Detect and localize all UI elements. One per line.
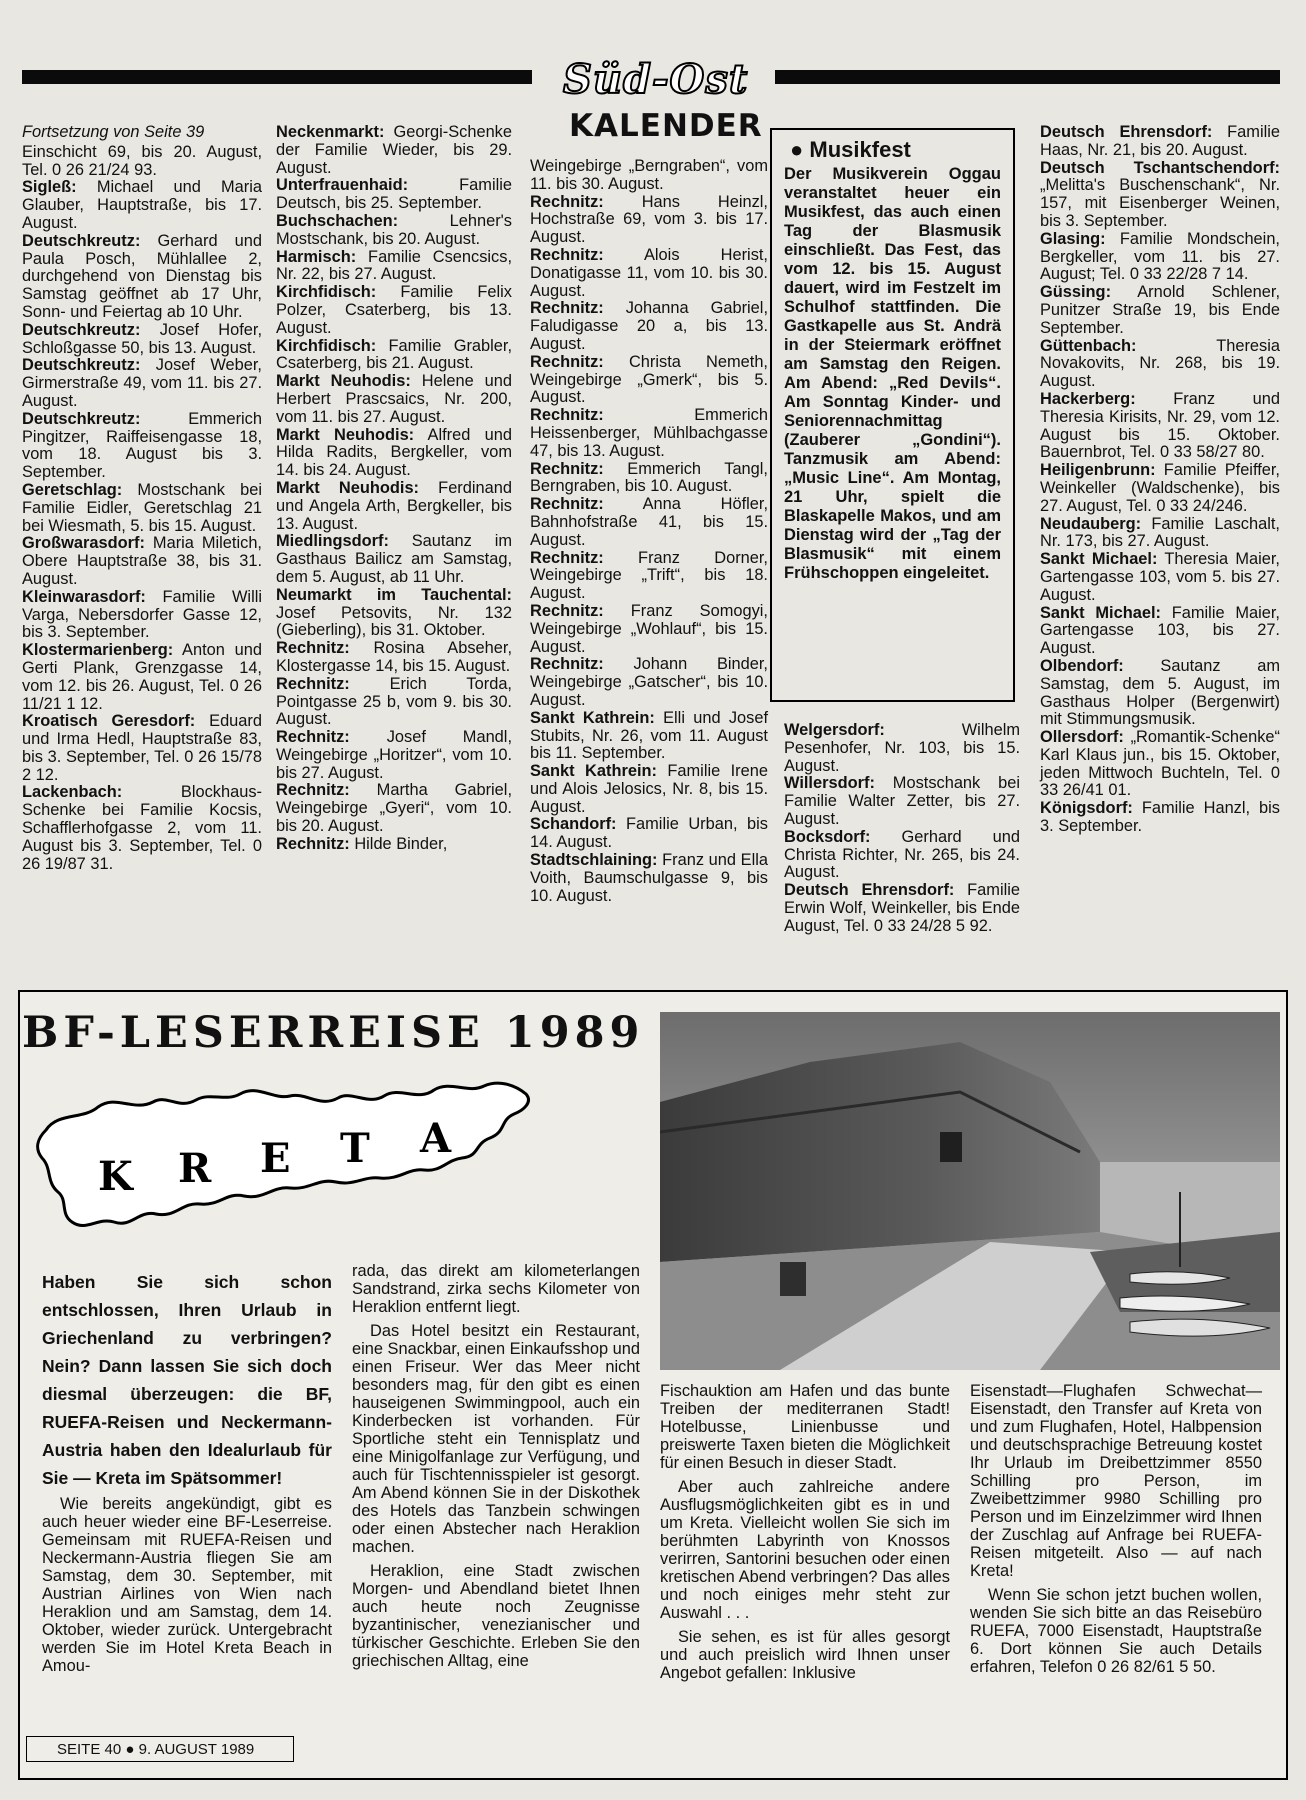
calendar-entry	[22, 179, 262, 232]
entry-text: Familie Haas, Nr. 21, bis 20. August.	[1040, 123, 1280, 159]
calendar-entry	[276, 213, 512, 249]
entry-place: Willersdorf:	[784, 774, 875, 793]
entry-text: „Melitta's Buschenschank“, Nr. 157, mit Eisenberger Weinen, bis 3. September.	[1040, 176, 1280, 230]
entry-place: Rechnitz:	[276, 834, 350, 853]
entry-place: Buchschachen:	[276, 211, 399, 230]
entry-text: Martha Gabriel, Weingebirge „Gyeri“, vom 10. bis 20. August.	[276, 781, 512, 836]
entry-text: Alfred und Hilda Radits, Bergkeller, vom 14. bis 24. August.	[276, 425, 513, 480]
entry-place: Güttenbach:	[1040, 336, 1137, 355]
calendar-entry	[530, 354, 768, 407]
entry-text: Ferdinand und Angela Arth, Bergkeller, bis 13. August.	[276, 478, 512, 533]
article-paragraph: Wie bereits angekündigt, gibt es auch heuer wieder eine BF-Leserreise. Gemeinsam mit RUEFA-Reisen und Neckermann-Austria fliegen Sie am Samstag, dem 30. September, mit Austrian Airlines von Wien nach Heraklion und am Samstag, dem 14. Oktober, wieder zurück. Untergebracht werden Sie im Hotel Kreta Beach in Amou-	[42, 1495, 332, 1675]
top-rule-right	[775, 70, 1280, 84]
article-paragraph: Eisenstadt—Flughafen Schwechat—Eisenstadt, den Transfer auf Kreta von und zum Flughafen, Hotel, Halbpension und deutschsprachige Betreuung kostet Ihr Urlaub im Dreibettzimmer 8550 Schilling pro Person, im Zweibettzimmer 9980 Schilling pro Person und im Einzelzimmer wird Ihnen der Zuschlag auf Anfrage bei RUEFA-Reisen mitgeteilt. Also — auf nach Kreta!	[970, 1382, 1262, 1580]
entry-text: Einschicht 69, bis 20. August, Tel. 0 26 21/24 93.	[22, 142, 262, 179]
calendar-entry	[276, 284, 512, 337]
entry-place: Deutschkreutz:	[22, 320, 141, 339]
entry-place: Deutschkreutz:	[22, 356, 141, 375]
entry-text: Franz Somogyi, Weingebirge „Wohlauf“, bis 15. August.	[530, 601, 768, 656]
entry-text: Franz Dorner, Weingebirge „Trift“, bis 18. August.	[530, 548, 768, 603]
calendar-column-2	[276, 124, 512, 854]
calendar-entry	[530, 496, 768, 549]
calendar-entry	[530, 603, 768, 656]
entry-text: Helene und Herbert Prascsaics, Nr. 200, vom 11. bis 27. August.	[276, 372, 512, 426]
calendar-entry	[22, 482, 262, 535]
calendar-entry	[22, 784, 262, 873]
entry-place: Rechnitz:	[530, 601, 604, 620]
article-paragraph: rada, das direkt am kilometerlangen Sandstrand, zirka sechs Kilometer von Heraklion entfernt liegt.	[352, 1262, 640, 1316]
entry-place: Miedlingsdorf:	[276, 532, 389, 551]
entry-text: Rosina Abseher, Klostergasse 14, bis 15. August.	[276, 639, 512, 675]
entry-place: Rechnitz:	[530, 299, 604, 318]
entry-place: Deutschkreutz:	[22, 231, 141, 250]
entry-text: Theresia Maier, Gartengasse 103, vom 5. bis 27. August.	[1040, 550, 1280, 604]
entry-text: Gerhard und Christa Richter, Nr. 265, bis 24. August.	[784, 827, 1020, 882]
entry-text: Sautanz am Samstag, dem 5. August, im Gasthaus Holper (Bergenwirt) mit Stimmungsmusik.	[1040, 656, 1280, 729]
calendar-column-5	[1040, 124, 1280, 836]
entry-text: Elli und Josef Stubits, Nr. 26, vom 11. August bis 11. September.	[530, 708, 768, 763]
entry-place: Deutsch Tschantschendorf:	[1040, 158, 1280, 177]
entry-place: Königsdorf:	[1040, 799, 1133, 818]
kreta-map	[28, 1072, 548, 1250]
entry-place: Deutsch Ehrensdorf:	[1040, 123, 1213, 141]
entry-text: Emmerich Heissenberger, Mühlbachgasse 47, bis 13. August.	[530, 406, 768, 460]
entry-text: Familie Irene und Alois Jelosics, Nr. 8, bis 15. August.	[530, 762, 768, 816]
entry-text: Familie Pfeiffer, Weinkeller (Waldschenke), bis 27. August, Tel. 0 33 24/246.	[1040, 461, 1280, 515]
calendar-entry	[1040, 462, 1280, 515]
entry-place: Heiligenbrunn:	[1040, 461, 1156, 480]
leserreise-column-1	[42, 1495, 332, 1675]
calendar-entry	[530, 158, 768, 194]
calendar-entry	[276, 480, 512, 533]
calendar-entry	[530, 407, 768, 460]
calendar-entry	[530, 247, 768, 300]
calendar-entry	[276, 373, 512, 426]
kreta-letter-k: K	[98, 1153, 133, 1200]
article-paragraph: Das Hotel besitzt ein Restaurant, eine Snackbar, einen Einkaufsshop und einen Friseur. Wer das Meer nicht besonders mag, für den gibt es einen hauseigenen Swimmingpool, auch ein Kinderbecken ist vorhanden. Für Sportliche steht ein Tennisplatz und eine Minigolfanlage zur Verfügung, und auch für Tischtennisspieler ist gesorgt. Am Abend können Sie in der Diskothek des Hotels das Tanzbein schwingen oder einen Abstecher nach Heraklion machen.	[352, 1322, 640, 1556]
entry-text: Familie Mondschein, Bergkeller, vom 11. bis 27. August; Tel. 0 33 22/28 7 14.	[1040, 229, 1280, 284]
entry-text: Blockhaus-Schenke bei Familie Kocsis, Schafflerhofgasse 2, vom 11. August bis 3. September, Tel. 0 26 19/87 31.	[22, 783, 262, 873]
calendar-entry	[1040, 605, 1280, 658]
entry-text: Arnold Schlener, Punitzer Straße 19, bis Ende September.	[1040, 283, 1280, 337]
entry-place: Sigleß:	[22, 178, 77, 197]
calendar-entry	[22, 713, 262, 784]
entry-place: Neudauberg:	[1040, 514, 1142, 533]
calendar-entry	[530, 300, 768, 353]
heraklion-harbour-photo	[660, 1012, 1280, 1370]
musikfest-title: ● Musikfest	[790, 137, 911, 162]
calendar-entry	[1040, 160, 1280, 231]
calendar-entry	[1040, 729, 1280, 800]
entry-text: Franz und Theresia Kirisits, Nr. 29, vom 12. August bis 15. Oktober. Bauernbrot, Tel. 0 33 58/27 80.	[1040, 389, 1280, 462]
entry-text: Wilhelm Pesenhofer, Nr. 103, bis 15. August.	[784, 721, 1020, 775]
kreta-letter-a: A	[420, 1115, 452, 1162]
calendar-entry	[276, 533, 512, 586]
entry-place: Sankt Kathrein:	[530, 762, 657, 781]
leserreise-lead: Haben Sie sich schon entschlossen, Ihren Urlaub in Griechenland zu verbringen? Nein? Dann lassen Sie sich doch diesmal überzeugen: die BF, RUEFA-Reisen und Neckermann-Austria haben den Idealurlaub für Sie — Kreta im Spätsommer!	[42, 1272, 332, 1488]
calendar-entry	[276, 640, 512, 676]
entry-place: Geretschlag:	[22, 480, 123, 499]
entry-text: Gerhard und Paula Posch, Mühlallee 2, durchgehend von Dienstag bis Samstag geöffnet ab 17 Uhr, Sonn- und Feiertag ab 10 Uhr.	[22, 231, 262, 321]
calendar-entry	[276, 587, 512, 640]
leserreise-column-2	[352, 1262, 640, 1670]
section-masthead	[545, 56, 780, 155]
calendar-entry	[276, 676, 512, 729]
entry-text: Familie Hanzl, bis 3. September.	[1040, 799, 1280, 836]
entry-place: Güssing:	[1040, 283, 1112, 302]
calendar-entry	[530, 816, 768, 852]
calendar-entry	[530, 461, 768, 497]
leserreise-headline: BF-LESERREISE 1989	[22, 1008, 645, 1058]
entry-text: Sautanz im Gasthaus Bailicz am Samstag, dem 5. August, ab 11 Uhr.	[276, 532, 512, 586]
calendar-entry	[784, 882, 1020, 935]
issue-date: 9. AUGUST 1989	[138, 1741, 255, 1758]
entry-place: Olbendorf:	[1040, 656, 1124, 675]
entry-text: Theresia Novakovits, Nr. 268, bis 19. August.	[1040, 336, 1280, 391]
entry-place: Markt Neuhodis:	[276, 478, 420, 497]
leserreise-column-4	[970, 1382, 1262, 1676]
entry-place: Welgersdorf:	[784, 721, 885, 739]
calendar-entry	[1040, 391, 1280, 462]
entry-place: Sankt Kathrein:	[530, 708, 655, 727]
calendar-entry	[22, 233, 262, 322]
entry-place: Bocksdorf:	[784, 827, 871, 846]
entry-place: Rechnitz:	[276, 728, 350, 747]
entry-text: Familie Grabler, Csaterberg, bis 21. August.	[276, 336, 512, 373]
entry-place: Glasing:	[1040, 229, 1106, 248]
entry-text: Anna Höfler, Bahnhofstraße 41, bis 15. August.	[530, 495, 768, 549]
entry-place: Rechnitz:	[530, 495, 604, 514]
calendar-entry	[276, 782, 512, 835]
calendar-entry	[276, 729, 512, 782]
entry-text: Josef Weber, Girmerstraße 49, vom 11. bis 27. August.	[22, 356, 262, 410]
calendar-entry	[276, 338, 512, 374]
calendar-entry	[784, 829, 1020, 882]
calendar-entry	[276, 427, 512, 480]
musikfest-body: Der Musikverein Oggau veranstaltet heuer ein Musikfest, das auch einen Tag der Blasmusik einschließt. Das Fest, das vom 12. bis 15. August dauert, wird im Festzelt im Schulhof stattfinden. Die Gastkapelle aus St. Andrä in der Steiermark eröffnet am Samstag den Reigen. Am Abend: „Red Devils“. Am Sonntag Kinder- und Seniorennachmittag (Zauberer „Gondini“). Tanzmusik am Abend: „Music Line“. Am Montag, 21 Uhr, spielt die Blaskapelle Makos, und am Dienstag wird der „Tag der Blasmusik“ mit einem Frühschoppen eingeleitet.	[784, 165, 1001, 582]
entry-place: Kirchfidisch:	[276, 283, 377, 302]
entry-text: Eduard und Irma Hedl, Hauptstraße 83, bis 3. September, Tel. 0 26 15/78 2 12.	[22, 712, 262, 784]
entry-text: Johann Binder, Weingebirge „Gatscher“, bis 10. August.	[530, 655, 768, 709]
calendar-column-1	[22, 124, 262, 873]
entry-text: Alois Herist, Donatigasse 11, vom 10. bis 30. August.	[530, 245, 768, 300]
entry-text: Erich Torda, Pointgasse 25 b, vom 9. bis 30. August.	[276, 674, 512, 729]
calendar-entry	[276, 836, 512, 854]
entry-text: Familie Felix Polzer, Csaterberg, bis 13. August.	[276, 283, 512, 337]
entry-place: Harmisch:	[276, 247, 357, 266]
entry-place: Rechnitz:	[530, 655, 604, 674]
kreta-letter-e: E	[260, 1135, 291, 1182]
entry-text: Familie Maier, Gartengasse 103, bis 27. August.	[1040, 603, 1280, 658]
continuation-note: Fortsetzung von Seite 39	[22, 123, 205, 141]
calendar-entry	[1040, 658, 1280, 729]
calendar-entry	[22, 535, 262, 588]
entry-text: Hans Heinzl, Hochstraße 69, vom 3. bis 17. August.	[530, 192, 768, 247]
entry-text: Josef Mandl, Weingebirge „Horitzer“, vom 10. bis 27. August.	[276, 728, 512, 782]
entry-place: Deutschkreutz:	[22, 409, 141, 428]
entry-place: Ollersdorf:	[1040, 728, 1124, 747]
entry-place: Kleinwarasdorf:	[22, 587, 146, 606]
calendar-column-4	[784, 722, 1020, 936]
entry-text: Mostschank bei Familie Walter Zetter, bis 27. August.	[784, 774, 1020, 828]
calendar-entry	[22, 322, 262, 358]
entry-place: Rechnitz:	[530, 192, 604, 211]
entry-text: „Romantik-Schenke“ Karl Klaus jun., bis 15. Oktober, jeden Mittwoch Buchteln, Tel. 0 33 26/41 01.	[1040, 728, 1280, 800]
calendar-entry	[530, 550, 768, 603]
entry-place: Kroatisch Geresdorf:	[22, 712, 196, 731]
masthead-sud-ost: Süd-Ost	[563, 56, 749, 103]
page-footer	[26, 1736, 294, 1762]
calendar-entry	[22, 411, 262, 482]
calendar-entry	[1040, 338, 1280, 391]
entry-place: Deutsch Ehrensdorf:	[784, 881, 955, 900]
article-paragraph: Fischauktion am Hafen und das bunte Treiben der mediterranen Stadt! Hotelbusse, Linienbusse und preiswerte Taxen bieten die Möglichkeit für einen Besuch in dieser Stadt.	[660, 1382, 950, 1472]
entry-text: Familie Willi Varga, Nebersdorfer Gasse 12, bis 3. September.	[22, 587, 262, 642]
calendar-entry	[530, 710, 768, 763]
musikfest-box	[770, 128, 1015, 702]
entry-place: Rechnitz:	[276, 781, 350, 800]
calendar-entry	[22, 642, 262, 713]
entry-text: Familie Deutsch, bis 25. September.	[276, 176, 512, 213]
calendar-entry	[22, 357, 262, 410]
calendar-entry	[1040, 284, 1280, 337]
calendar-entry	[1040, 231, 1280, 284]
calendar-entry	[530, 852, 768, 905]
entry-text: Josef Hofer, Schloßgasse 50, bis 13. August.	[22, 320, 262, 357]
entry-place: Rechnitz:	[530, 352, 604, 371]
entry-text: Mostschank bei Familie Eidler, Geretschlag 21 bei Wiesmath, 5. bis 15. August.	[22, 480, 262, 535]
entry-place: Rechnitz:	[530, 406, 604, 425]
entry-text: Familie Erwin Wolf, Weinkeller, bis Ende August, Tel. 0 33 24/28 5 92.	[784, 881, 1020, 935]
calendar-entry	[1040, 800, 1280, 836]
calendar-entry	[530, 763, 768, 816]
entry-text: Franz und Ella Voith, Baumschulgasse 9, bis 10. August.	[530, 851, 768, 905]
article-paragraph: Wenn Sie schon jetzt buchen wollen, wenden Sie sich bitte an das Reisebüro RUEFA, 7000 Eisenstadt, Hauptstraße 6. Dort können Sie auch Details erfahren, Telefon 0 26 82/61 5 50.	[970, 1586, 1262, 1676]
calendar-entry	[784, 722, 1020, 775]
article-paragraph: Heraklion, eine Stadt zwischen Morgen- und Abendland bietet Ihnen auch heute noch Zeugnisse byzantinischer, venezianischer und türkischer Geschichte. Erleben Sie den griechischen Alltag, eine	[352, 1562, 640, 1670]
entry-text: Maria Miletich, Obere Hauptstraße 38, bis 31. August.	[22, 534, 262, 588]
entry-place: Rechnitz:	[276, 639, 350, 658]
entry-text: Christa Nemeth, Weingebirge „Gmerk“, bis 5. August.	[530, 352, 768, 407]
entry-place: Unterfrauenhaid:	[276, 176, 409, 195]
calendar-entry	[784, 775, 1020, 828]
entry-text: Familie Urban, bis 14. August.	[530, 815, 768, 852]
footer-bullet: ●	[125, 1741, 139, 1758]
entry-text: Hilde Binder,	[349, 834, 448, 853]
calendar-entry	[1040, 516, 1280, 552]
entry-text: Michael und Maria Glauber, Hauptstraße, bis 17. August.	[22, 178, 262, 232]
page-number: SEITE 40	[57, 1741, 122, 1758]
entry-place: Neckenmarkt:	[276, 123, 385, 141]
entry-place: Sankt Michael:	[1040, 550, 1158, 569]
leserreise-column-3	[660, 1382, 950, 1682]
entry-place: Rechnitz:	[276, 674, 350, 693]
entry-place: Stadtschlaining:	[530, 851, 658, 870]
top-rule-left	[22, 70, 532, 84]
entry-place: Sankt Michael:	[1040, 603, 1161, 622]
calendar-column-3	[530, 158, 768, 905]
entry-text: Weingebirge „Berngraben“, vom 11. bis 30. August.	[530, 157, 768, 193]
calendar-entry	[530, 656, 768, 709]
entry-text: Johanna Gabriel, Faludigasse 20 a, bis 13. August.	[530, 299, 768, 353]
entry-text: Josef Petsovits, Nr. 132 (Gieberling), bis 31. Oktober.	[276, 603, 512, 640]
entry-place: Kirchfidisch:	[276, 336, 377, 355]
entry-place: Rechnitz:	[530, 459, 604, 478]
article-paragraph: Aber auch zahlreiche andere Ausflugsmöglichkeiten gibt es in und um Kreta. Vielleicht wollen Sie sich im berühmten Labyrinth von Knossos verirren, Santorini besuchen oder einen kretischen Abend verbringen? Das alles und noch einiges mehr steht zur Auswahl . . .	[660, 1478, 950, 1622]
entry-place: Klostermarienberg:	[22, 641, 174, 660]
entry-text: Familie Laschalt, Nr. 173, bis 27. August.	[1040, 514, 1280, 551]
article-paragraph: Sie sehen, es ist für alles gesorgt und auch preislich wird Ihnen unser Angebot gefallen: Inklusive	[660, 1628, 950, 1682]
calendar-entry	[276, 249, 512, 285]
calendar-entry	[276, 177, 512, 213]
calendar-entry	[1040, 551, 1280, 604]
entry-place: Neumarkt im Tauchental:	[276, 585, 512, 604]
entry-place: Lackenbach:	[22, 783, 123, 802]
entry-place: Großwarasdorf:	[22, 534, 145, 553]
entry-text: Emmerich Pingitzer, Raiffeisengasse 18, vom 18. August bis 3. September.	[22, 409, 262, 482]
entry-text: Georgi-Schenke der Familie Wieder, bis 29. August.	[276, 123, 512, 177]
calendar-entry	[530, 194, 768, 247]
entry-place: Rechnitz:	[530, 245, 604, 264]
entry-place: Markt Neuhodis:	[276, 425, 415, 444]
entry-text: Emmerich Tangl, Berngraben, bis 10. August.	[530, 459, 768, 496]
kreta-letter-r: R	[178, 1145, 212, 1192]
entry-text: Familie Csencsics, Nr. 22, bis 27. August.	[276, 247, 512, 284]
calendar-entry	[1040, 124, 1280, 160]
masthead-kalender: KALENDER	[569, 108, 763, 144]
calendar-entry	[22, 589, 262, 642]
entry-text: Lehner's Mostschank, bis 20. August.	[276, 211, 512, 248]
entry-text: Anton und Gerti Plank, Grenzgasse 14, vom 12. bis 26. August, Tel. 0 26 11/21 1 12.	[22, 641, 262, 713]
entry-place: Rechnitz:	[530, 548, 604, 567]
entry-place: Hackerberg:	[1040, 389, 1136, 408]
entry-place: Markt Neuhodis:	[276, 372, 411, 391]
calendar-entry	[276, 124, 512, 177]
entry-place: Schandorf:	[530, 815, 617, 834]
calendar-entry	[22, 144, 262, 180]
kreta-letter-t: T	[340, 1125, 370, 1172]
